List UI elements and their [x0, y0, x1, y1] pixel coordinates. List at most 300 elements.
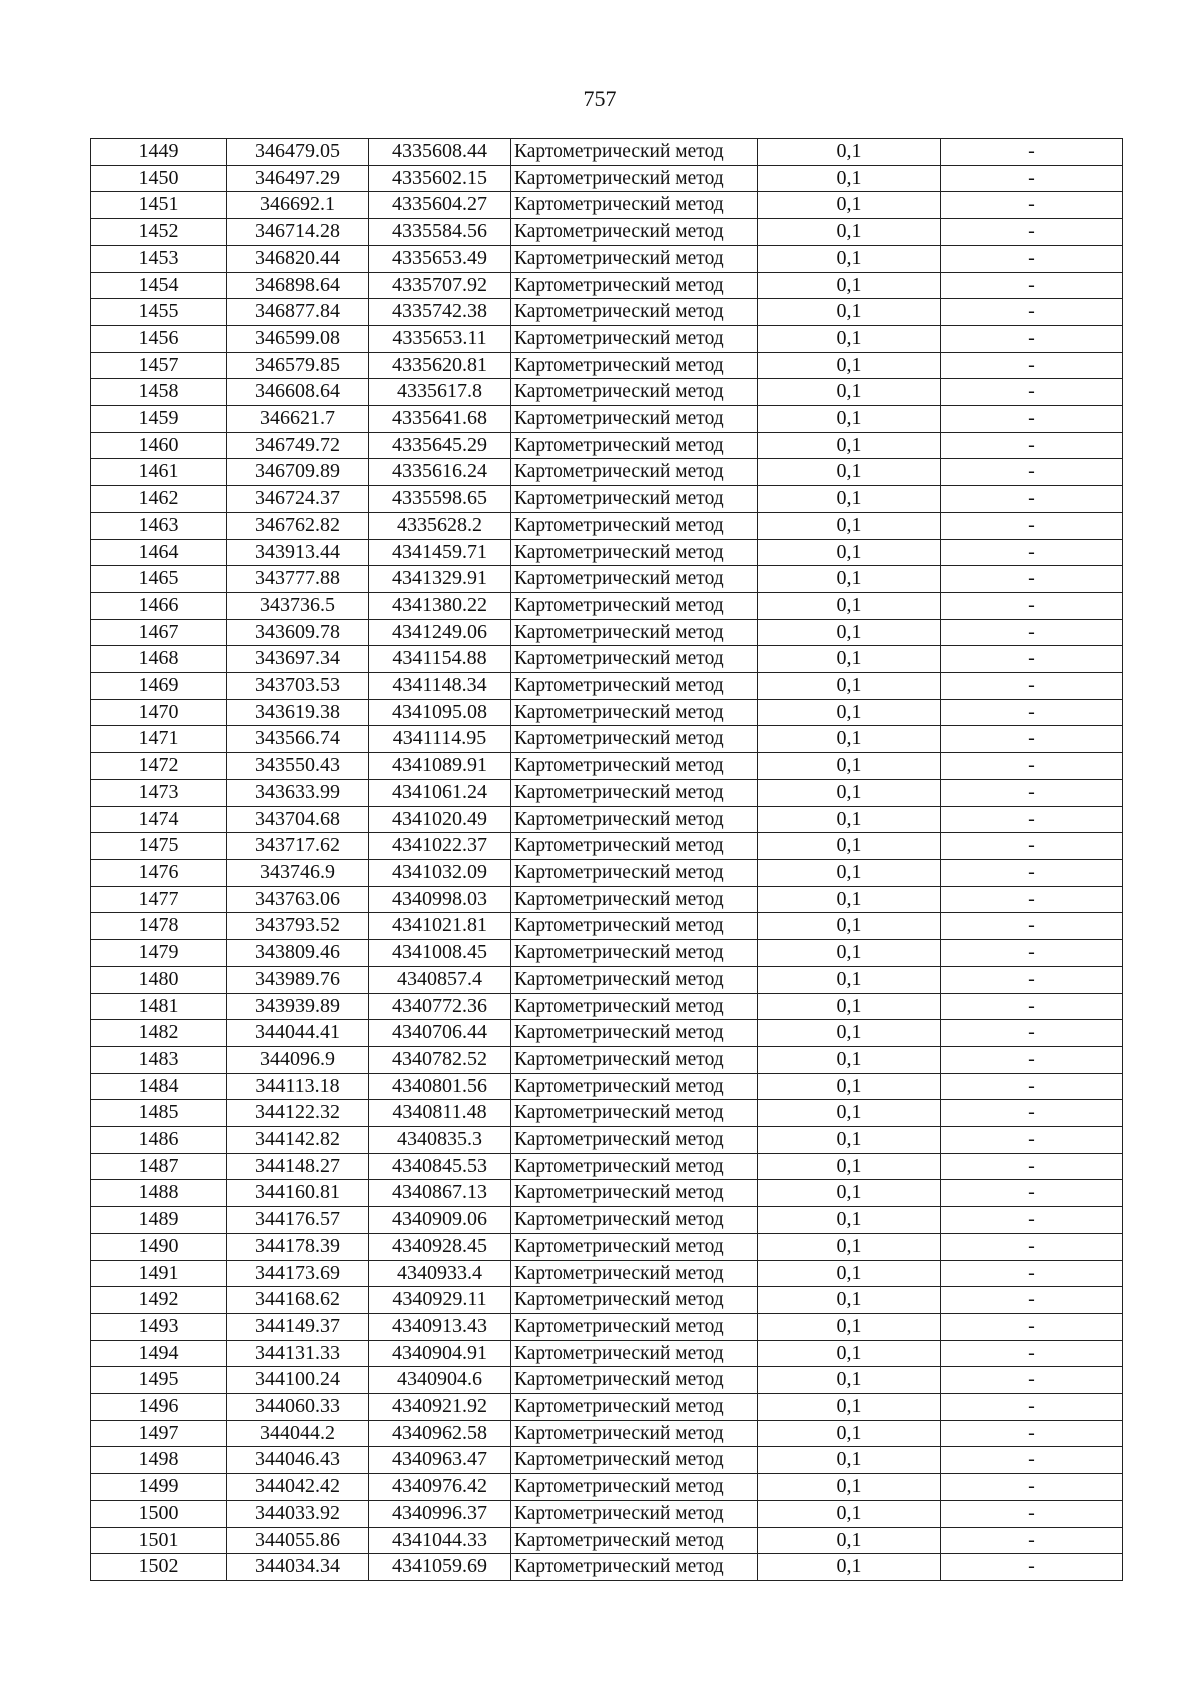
description-cell: - — [941, 886, 1123, 913]
point-number-cell: 1499 — [91, 1474, 227, 1501]
description-cell: - — [941, 1260, 1123, 1287]
accuracy-cell: 0,1 — [758, 1447, 941, 1474]
description-cell: - — [941, 1474, 1123, 1501]
point-number-cell: 1451 — [91, 192, 227, 219]
method-cell: Картометрический метод — [511, 139, 758, 166]
description-cell: - — [941, 1180, 1123, 1207]
method-cell: Картометрический метод — [511, 753, 758, 780]
table-row — [91, 753, 1123, 780]
accuracy-cell: 0,1 — [758, 1233, 941, 1260]
point-number-cell: 1464 — [91, 539, 227, 566]
point-number-cell: 1475 — [91, 833, 227, 860]
y-coordinate-cell: 4335653.11 — [369, 325, 511, 352]
table-row — [91, 779, 1123, 806]
x-coordinate-cell: 344131.33 — [227, 1340, 369, 1367]
x-coordinate-cell: 343550.43 — [227, 753, 369, 780]
method-cell: Картометрический метод — [511, 1180, 758, 1207]
method-cell: Картометрический метод — [511, 1046, 758, 1073]
x-coordinate-cell: 346724.37 — [227, 486, 369, 513]
accuracy-cell: 0,1 — [758, 459, 941, 486]
description-cell: - — [941, 245, 1123, 272]
description-cell: - — [941, 1046, 1123, 1073]
point-number-cell: 1471 — [91, 726, 227, 753]
x-coordinate-cell: 343566.74 — [227, 726, 369, 753]
x-coordinate-cell: 343793.52 — [227, 913, 369, 940]
method-cell: Картометрический метод — [511, 539, 758, 566]
description-cell: - — [941, 833, 1123, 860]
method-cell: Картометрический метод — [511, 325, 758, 352]
accuracy-cell: 0,1 — [758, 192, 941, 219]
accuracy-cell: 0,1 — [758, 1313, 941, 1340]
description-cell: - — [941, 272, 1123, 299]
accuracy-cell: 0,1 — [758, 1554, 941, 1581]
table-row — [91, 619, 1123, 646]
x-coordinate-cell: 343717.62 — [227, 833, 369, 860]
point-number-cell: 1491 — [91, 1260, 227, 1287]
y-coordinate-cell: 4335653.49 — [369, 245, 511, 272]
point-number-cell: 1450 — [91, 165, 227, 192]
point-number-cell: 1476 — [91, 859, 227, 886]
y-coordinate-cell: 4341148.34 — [369, 673, 511, 700]
description-cell: - — [941, 406, 1123, 433]
accuracy-cell: 0,1 — [758, 779, 941, 806]
method-cell: Картометрический метод — [511, 806, 758, 833]
description-cell: - — [941, 1447, 1123, 1474]
method-cell: Картометрический метод — [511, 1367, 758, 1394]
y-coordinate-cell: 4335604.27 — [369, 192, 511, 219]
x-coordinate-cell: 346579.85 — [227, 352, 369, 379]
table-row — [91, 219, 1123, 246]
table-row — [91, 299, 1123, 326]
point-number-cell: 1492 — [91, 1287, 227, 1314]
method-cell: Картометрический метод — [511, 1020, 758, 1047]
description-cell: - — [941, 219, 1123, 246]
table-row — [91, 673, 1123, 700]
y-coordinate-cell: 4340782.52 — [369, 1046, 511, 1073]
table-row — [91, 192, 1123, 219]
x-coordinate-cell: 346877.84 — [227, 299, 369, 326]
table-row — [91, 512, 1123, 539]
point-number-cell: 1485 — [91, 1100, 227, 1127]
method-cell: Картометрический метод — [511, 1100, 758, 1127]
x-coordinate-cell: 346599.08 — [227, 325, 369, 352]
table-row — [91, 726, 1123, 753]
method-cell: Картометрический метод — [511, 1233, 758, 1260]
point-number-cell: 1470 — [91, 699, 227, 726]
point-number-cell: 1489 — [91, 1207, 227, 1234]
table-row — [91, 1447, 1123, 1474]
accuracy-cell: 0,1 — [758, 379, 941, 406]
accuracy-cell: 0,1 — [758, 1527, 941, 1554]
accuracy-cell: 0,1 — [758, 325, 941, 352]
method-cell: Картометрический метод — [511, 299, 758, 326]
method-cell: Картометрический метод — [511, 379, 758, 406]
table-row — [91, 886, 1123, 913]
table-row — [91, 940, 1123, 967]
point-number-cell: 1490 — [91, 1233, 227, 1260]
y-coordinate-cell: 4340996.37 — [369, 1500, 511, 1527]
x-coordinate-cell: 344160.81 — [227, 1180, 369, 1207]
point-number-cell: 1455 — [91, 299, 227, 326]
table-body — [91, 139, 1123, 1581]
description-cell: - — [941, 379, 1123, 406]
accuracy-cell: 0,1 — [758, 966, 941, 993]
description-cell: - — [941, 1020, 1123, 1047]
accuracy-cell: 0,1 — [758, 1207, 941, 1234]
table-row — [91, 245, 1123, 272]
description-cell: - — [941, 1340, 1123, 1367]
point-number-cell: 1493 — [91, 1313, 227, 1340]
method-cell: Картометрический метод — [511, 1500, 758, 1527]
y-coordinate-cell: 4341329.91 — [369, 566, 511, 593]
point-number-cell: 1454 — [91, 272, 227, 299]
table-row — [91, 1127, 1123, 1154]
y-coordinate-cell: 4340929.11 — [369, 1287, 511, 1314]
description-cell: - — [941, 859, 1123, 886]
point-number-cell: 1466 — [91, 592, 227, 619]
method-cell: Картометрический метод — [511, 1153, 758, 1180]
method-cell: Картометрический метод — [511, 833, 758, 860]
point-number-cell: 1498 — [91, 1447, 227, 1474]
point-number-cell: 1479 — [91, 940, 227, 967]
point-number-cell: 1482 — [91, 1020, 227, 1047]
accuracy-cell: 0,1 — [758, 272, 941, 299]
description-cell: - — [941, 1500, 1123, 1527]
y-coordinate-cell: 4335608.44 — [369, 139, 511, 166]
method-cell: Картометрический метод — [511, 406, 758, 433]
description-cell: - — [941, 913, 1123, 940]
description-cell: - — [941, 299, 1123, 326]
table-row — [91, 165, 1123, 192]
method-cell: Картометрический метод — [511, 352, 758, 379]
y-coordinate-cell: 4341059.69 — [369, 1554, 511, 1581]
accuracy-cell: 0,1 — [758, 833, 941, 860]
method-cell: Картометрический метод — [511, 993, 758, 1020]
accuracy-cell: 0,1 — [758, 619, 941, 646]
table-row — [91, 646, 1123, 673]
method-cell: Картометрический метод — [511, 566, 758, 593]
y-coordinate-cell: 4335617.8 — [369, 379, 511, 406]
accuracy-cell: 0,1 — [758, 406, 941, 433]
point-number-cell: 1502 — [91, 1554, 227, 1581]
accuracy-cell: 0,1 — [758, 726, 941, 753]
point-number-cell: 1459 — [91, 406, 227, 433]
x-coordinate-cell: 344044.41 — [227, 1020, 369, 1047]
y-coordinate-cell: 4335645.29 — [369, 432, 511, 459]
x-coordinate-cell: 343704.68 — [227, 806, 369, 833]
point-number-cell: 1500 — [91, 1500, 227, 1527]
accuracy-cell: 0,1 — [758, 299, 941, 326]
x-coordinate-cell: 343619.38 — [227, 699, 369, 726]
description-cell: - — [941, 673, 1123, 700]
method-cell: Картометрический метод — [511, 1287, 758, 1314]
table-row — [91, 139, 1123, 166]
x-coordinate-cell: 346709.89 — [227, 459, 369, 486]
accuracy-cell: 0,1 — [758, 1500, 941, 1527]
table-row — [91, 459, 1123, 486]
table-row — [91, 1394, 1123, 1421]
y-coordinate-cell: 4335584.56 — [369, 219, 511, 246]
accuracy-cell: 0,1 — [758, 1046, 941, 1073]
table-row — [91, 1420, 1123, 1447]
x-coordinate-cell: 346621.7 — [227, 406, 369, 433]
accuracy-cell: 0,1 — [758, 592, 941, 619]
table-row — [91, 566, 1123, 593]
description-cell: - — [941, 1313, 1123, 1340]
x-coordinate-cell: 346714.28 — [227, 219, 369, 246]
x-coordinate-cell: 343633.99 — [227, 779, 369, 806]
x-coordinate-cell: 343939.89 — [227, 993, 369, 1020]
y-coordinate-cell: 4335641.68 — [369, 406, 511, 433]
x-coordinate-cell: 346692.1 — [227, 192, 369, 219]
description-cell: - — [941, 966, 1123, 993]
x-coordinate-cell: 343913.44 — [227, 539, 369, 566]
accuracy-cell: 0,1 — [758, 1340, 941, 1367]
table-row — [91, 859, 1123, 886]
point-number-cell: 1494 — [91, 1340, 227, 1367]
point-number-cell: 1449 — [91, 139, 227, 166]
x-coordinate-cell: 344055.86 — [227, 1527, 369, 1554]
description-cell: - — [941, 1367, 1123, 1394]
y-coordinate-cell: 4340921.92 — [369, 1394, 511, 1421]
method-cell: Картометрический метод — [511, 966, 758, 993]
table-row — [91, 1313, 1123, 1340]
accuracy-cell: 0,1 — [758, 165, 941, 192]
x-coordinate-cell: 343763.06 — [227, 886, 369, 913]
accuracy-cell: 0,1 — [758, 699, 941, 726]
y-coordinate-cell: 4340962.58 — [369, 1420, 511, 1447]
accuracy-cell: 0,1 — [758, 139, 941, 166]
point-number-cell: 1465 — [91, 566, 227, 593]
description-cell: - — [941, 726, 1123, 753]
table-row — [91, 325, 1123, 352]
x-coordinate-cell: 344034.34 — [227, 1554, 369, 1581]
point-number-cell: 1480 — [91, 966, 227, 993]
table-row — [91, 1153, 1123, 1180]
method-cell: Картометрический метод — [511, 219, 758, 246]
method-cell: Картометрический метод — [511, 779, 758, 806]
description-cell: - — [941, 512, 1123, 539]
x-coordinate-cell: 343609.78 — [227, 619, 369, 646]
x-coordinate-cell: 343746.9 — [227, 859, 369, 886]
method-cell: Картометрический метод — [511, 673, 758, 700]
y-coordinate-cell: 4341022.37 — [369, 833, 511, 860]
accuracy-cell: 0,1 — [758, 245, 941, 272]
y-coordinate-cell: 4340933.4 — [369, 1260, 511, 1287]
description-cell: - — [941, 646, 1123, 673]
point-number-cell: 1484 — [91, 1073, 227, 1100]
y-coordinate-cell: 4340706.44 — [369, 1020, 511, 1047]
x-coordinate-cell: 346820.44 — [227, 245, 369, 272]
description-cell: - — [941, 432, 1123, 459]
point-number-cell: 1478 — [91, 913, 227, 940]
accuracy-cell: 0,1 — [758, 1367, 941, 1394]
accuracy-cell: 0,1 — [758, 859, 941, 886]
y-coordinate-cell: 4341044.33 — [369, 1527, 511, 1554]
method-cell: Картометрический метод — [511, 1447, 758, 1474]
description-cell: - — [941, 1100, 1123, 1127]
x-coordinate-cell: 344149.37 — [227, 1313, 369, 1340]
accuracy-cell: 0,1 — [758, 1260, 941, 1287]
page-number: 757 — [583, 86, 617, 111]
x-coordinate-cell: 344148.27 — [227, 1153, 369, 1180]
x-coordinate-cell: 346497.29 — [227, 165, 369, 192]
table-row — [91, 1340, 1123, 1367]
table-row — [91, 993, 1123, 1020]
method-cell: Картометрический метод — [511, 1127, 758, 1154]
description-cell: - — [941, 1233, 1123, 1260]
y-coordinate-cell: 4340904.6 — [369, 1367, 511, 1394]
x-coordinate-cell: 343703.53 — [227, 673, 369, 700]
description-cell: - — [941, 779, 1123, 806]
accuracy-cell: 0,1 — [758, 512, 941, 539]
table-row — [91, 352, 1123, 379]
point-number-cell: 1501 — [91, 1527, 227, 1554]
accuracy-cell: 0,1 — [758, 1394, 941, 1421]
accuracy-cell: 0,1 — [758, 1020, 941, 1047]
table-row — [91, 432, 1123, 459]
point-number-cell: 1472 — [91, 753, 227, 780]
method-cell: Картометрический метод — [511, 1340, 758, 1367]
method-cell: Картометрический метод — [511, 1207, 758, 1234]
method-cell: Картометрический метод — [511, 486, 758, 513]
y-coordinate-cell: 4335742.38 — [369, 299, 511, 326]
method-cell: Картометрический метод — [511, 1527, 758, 1554]
accuracy-cell: 0,1 — [758, 1127, 941, 1154]
y-coordinate-cell: 4341459.71 — [369, 539, 511, 566]
x-coordinate-cell: 344113.18 — [227, 1073, 369, 1100]
y-coordinate-cell: 4341249.06 — [369, 619, 511, 646]
point-number-cell: 1452 — [91, 219, 227, 246]
description-cell: - — [941, 592, 1123, 619]
y-coordinate-cell: 4341021.81 — [369, 913, 511, 940]
method-cell: Картометрический метод — [511, 592, 758, 619]
table-row — [91, 1046, 1123, 1073]
y-coordinate-cell: 4340976.42 — [369, 1474, 511, 1501]
x-coordinate-cell: 346749.72 — [227, 432, 369, 459]
table-row — [91, 1233, 1123, 1260]
x-coordinate-cell: 344096.9 — [227, 1046, 369, 1073]
table-row — [91, 1180, 1123, 1207]
description-cell: - — [941, 192, 1123, 219]
accuracy-cell: 0,1 — [758, 673, 941, 700]
method-cell: Картометрический метод — [511, 165, 758, 192]
method-cell: Картометрический метод — [511, 940, 758, 967]
accuracy-cell: 0,1 — [758, 432, 941, 459]
accuracy-cell: 0,1 — [758, 646, 941, 673]
description-cell: - — [941, 993, 1123, 1020]
y-coordinate-cell: 4340772.36 — [369, 993, 511, 1020]
method-cell: Картометрический метод — [511, 913, 758, 940]
point-number-cell: 1453 — [91, 245, 227, 272]
accuracy-cell: 0,1 — [758, 753, 941, 780]
description-cell: - — [941, 1073, 1123, 1100]
accuracy-cell: 0,1 — [758, 1100, 941, 1127]
x-coordinate-cell: 344033.92 — [227, 1500, 369, 1527]
description-cell: - — [941, 352, 1123, 379]
description-cell: - — [941, 1554, 1123, 1581]
y-coordinate-cell: 4335707.92 — [369, 272, 511, 299]
method-cell: Картометрический метод — [511, 726, 758, 753]
table-row — [91, 539, 1123, 566]
point-number-cell: 1495 — [91, 1367, 227, 1394]
point-number-cell: 1458 — [91, 379, 227, 406]
y-coordinate-cell: 4341061.24 — [369, 779, 511, 806]
method-cell: Картометрический метод — [511, 512, 758, 539]
x-coordinate-cell: 344044.2 — [227, 1420, 369, 1447]
table-row — [91, 966, 1123, 993]
table-row — [91, 699, 1123, 726]
point-number-cell: 1474 — [91, 806, 227, 833]
accuracy-cell: 0,1 — [758, 1153, 941, 1180]
description-cell: - — [941, 1420, 1123, 1447]
point-number-cell: 1488 — [91, 1180, 227, 1207]
accuracy-cell: 0,1 — [758, 566, 941, 593]
table-row — [91, 1500, 1123, 1527]
table-row — [91, 272, 1123, 299]
x-coordinate-cell: 346762.82 — [227, 512, 369, 539]
method-cell: Картометрический метод — [511, 1260, 758, 1287]
y-coordinate-cell: 4341154.88 — [369, 646, 511, 673]
accuracy-cell: 0,1 — [758, 352, 941, 379]
description-cell: - — [941, 1207, 1123, 1234]
y-coordinate-cell: 4335616.24 — [369, 459, 511, 486]
method-cell: Картометрический метод — [511, 699, 758, 726]
point-number-cell: 1486 — [91, 1127, 227, 1154]
method-cell: Картометрический метод — [511, 432, 758, 459]
x-coordinate-cell: 344176.57 — [227, 1207, 369, 1234]
description-cell: - — [941, 165, 1123, 192]
point-number-cell: 1462 — [91, 486, 227, 513]
description-cell: - — [941, 1527, 1123, 1554]
point-number-cell: 1497 — [91, 1420, 227, 1447]
method-cell: Картометрический метод — [511, 192, 758, 219]
x-coordinate-cell: 343736.5 — [227, 592, 369, 619]
x-coordinate-cell: 346608.64 — [227, 379, 369, 406]
y-coordinate-cell: 4340811.48 — [369, 1100, 511, 1127]
y-coordinate-cell: 4340867.13 — [369, 1180, 511, 1207]
description-cell: - — [941, 459, 1123, 486]
y-coordinate-cell: 4335628.2 — [369, 512, 511, 539]
accuracy-cell: 0,1 — [758, 219, 941, 246]
point-number-cell: 1477 — [91, 886, 227, 913]
point-number-cell: 1460 — [91, 432, 227, 459]
table-row — [91, 1527, 1123, 1554]
accuracy-cell: 0,1 — [758, 1180, 941, 1207]
y-coordinate-cell: 4341020.49 — [369, 806, 511, 833]
x-coordinate-cell: 344046.43 — [227, 1447, 369, 1474]
y-coordinate-cell: 4340913.43 — [369, 1313, 511, 1340]
description-cell: - — [941, 486, 1123, 513]
accuracy-cell: 0,1 — [758, 886, 941, 913]
point-number-cell: 1487 — [91, 1153, 227, 1180]
method-cell: Картометрический метод — [511, 1420, 758, 1447]
table-row — [91, 379, 1123, 406]
table-row — [91, 1474, 1123, 1501]
x-coordinate-cell: 343697.34 — [227, 646, 369, 673]
description-cell: - — [941, 940, 1123, 967]
y-coordinate-cell: 4340904.91 — [369, 1340, 511, 1367]
y-coordinate-cell: 4340801.56 — [369, 1073, 511, 1100]
accuracy-cell: 0,1 — [758, 1420, 941, 1447]
point-number-cell: 1473 — [91, 779, 227, 806]
accuracy-cell: 0,1 — [758, 1474, 941, 1501]
point-number-cell: 1461 — [91, 459, 227, 486]
accuracy-cell: 0,1 — [758, 1287, 941, 1314]
table-row — [91, 592, 1123, 619]
y-coordinate-cell: 4340928.45 — [369, 1233, 511, 1260]
description-cell: - — [941, 619, 1123, 646]
